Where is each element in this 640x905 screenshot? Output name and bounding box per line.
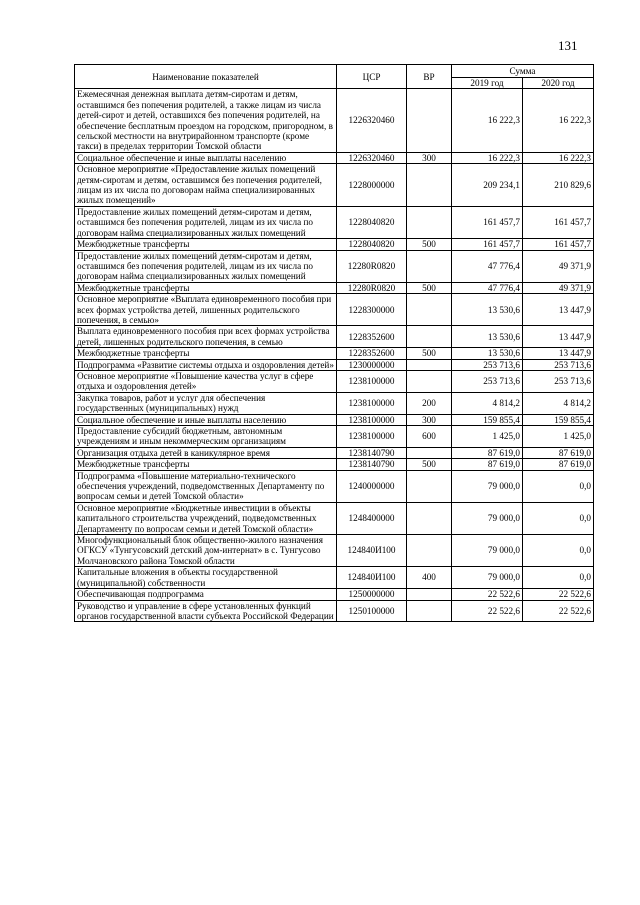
table-row [75,414,594,425]
row-sum-2020: 87 619,0 [523,447,594,458]
row-name: Основное мероприятие «Бюджетные инвестиции в объекты капитального строительства учреждений, подведомственных Департаменту по вопросам семьи и детей Томской области» [75,502,337,534]
row-sum-2020: 22 522,6 [523,589,594,600]
row-name: Закупка товаров, работ и услуг для обеспечения государственных (муниципальных) нужд [75,392,337,414]
table-row [75,282,594,293]
row-sum-2019: 13 530,6 [452,326,523,348]
row-sum-2019: 79 000,0 [452,535,523,567]
table-row [75,239,594,250]
row-sum-2020: 210 829,6 [523,164,594,207]
row-sum-2019: 209 234,1 [452,164,523,207]
row-vr [407,250,452,282]
page-number: 131 [558,38,578,53]
table-row [75,326,594,348]
row-sum-2020: 159 855,4 [523,414,594,425]
table-row [75,600,594,622]
row-sum-2019: 87 619,0 [452,447,523,458]
row-vr: 200 [407,392,452,414]
row-vr: 600 [407,426,452,448]
row-vr: 300 [407,414,452,425]
row-sum-2020: 49 371,9 [523,250,594,282]
table-row [75,89,594,152]
row-sum-2019: 253 713,6 [452,359,523,370]
row-csr: 1228352600 [337,326,407,348]
row-vr: 500 [407,282,452,293]
row-vr [407,294,452,326]
row-sum-2020: 49 371,9 [523,282,594,293]
table-row [75,459,594,470]
row-sum-2020: 16 222,3 [523,152,594,163]
row-csr: 1250000000 [337,589,407,600]
row-sum-2019: 79 000,0 [452,567,523,589]
header-name: Наименование показателей [75,65,337,89]
row-vr [407,326,452,348]
row-sum-2019: 22 522,6 [452,589,523,600]
row-sum-2020: 1 425,0 [523,426,594,448]
row-vr [407,206,452,238]
row-csr: 1226320460 [337,152,407,163]
row-csr: 1238100000 [337,392,407,414]
row-csr: 1226320460 [337,89,407,152]
table-row [75,426,594,448]
table-body [75,89,594,622]
row-csr: 124840И100 [337,535,407,567]
table-row [75,164,594,207]
row-sum-2019: 159 855,4 [452,414,523,425]
row-csr: 12280R0820 [337,250,407,282]
row-name: Межбюджетные трансферты [75,348,337,359]
row-csr: 1228352600 [337,348,407,359]
table-row [75,370,594,392]
row-csr: 1238140790 [337,447,407,458]
table-row [75,206,594,238]
row-sum-2019: 47 776,4 [452,250,523,282]
row-vr [407,589,452,600]
row-name: Руководство и управление в сфере установленных функций органов государственной власти субъекта Российской Федерации [75,600,337,622]
row-name: Подпрограмма «Повышение материально-технического обеспечения учреждений, подведомственных Департаменту по вопросам семьи и детей Томской области» [75,470,337,502]
header-sum: Сумма [452,65,594,78]
header-year-2019: 2019 год [452,78,523,89]
row-vr [407,370,452,392]
row-sum-2020: 13 447,9 [523,294,594,326]
row-sum-2019: 87 619,0 [452,459,523,470]
header-vr: ВР [407,65,452,89]
row-name: Ежемесячная денежная выплата детям-сиротам и детям, оставшимся без попечения родителей, а также лицам из числа детей-сирот и детей, оставшихся без попечения родителей, на обеспечение бесплатным проездом на городском, пригородном, в сельской местности на внутрирайонном транспорте (кроме такси) в пределах территории Томской области [75,89,337,152]
row-vr [407,164,452,207]
row-vr: 400 [407,567,452,589]
row-sum-2020: 87 619,0 [523,459,594,470]
row-csr: 1240000000 [337,470,407,502]
row-name: Выплата единовременного пособия при всех формах устройства детей, лишенных родительского попечения, в семью [75,326,337,348]
row-name: Многофункциональный блок общественно-жилого назначения ОГКСУ «Тунгусовский детский дом-интернат» в с. Тунгусово Молчановского района Томской области [75,535,337,567]
row-vr [407,89,452,152]
row-sum-2020: 13 447,9 [523,348,594,359]
row-sum-2019: 79 000,0 [452,502,523,534]
row-vr: 500 [407,348,452,359]
row-csr: 1250100000 [337,600,407,622]
row-sum-2020: 161 457,7 [523,239,594,250]
row-sum-2019: 22 522,6 [452,600,523,622]
row-sum-2019: 4 814,2 [452,392,523,414]
row-sum-2020: 16 222,3 [523,89,594,152]
row-csr: 1238100000 [337,426,407,448]
row-sum-2020: 0,0 [523,470,594,502]
row-name: Межбюджетные трансферты [75,459,337,470]
row-sum-2019: 47 776,4 [452,282,523,293]
row-sum-2020: 161 457,7 [523,206,594,238]
row-csr: 1248400000 [337,502,407,534]
row-sum-2019: 13 530,6 [452,348,523,359]
row-csr: 12280R0820 [337,282,407,293]
row-vr: 300 [407,152,452,163]
row-vr: 500 [407,459,452,470]
row-sum-2020: 0,0 [523,567,594,589]
row-name: Предоставление жилых помещений детям-сиротам и детям, оставшимся без попечения родителей, лицам из их числа по договорам найма специализированных жилых помещений [75,206,337,238]
table-row [75,152,594,163]
row-name: Межбюджетные трансферты [75,239,337,250]
row-sum-2019: 13 530,6 [452,294,523,326]
row-sum-2020: 0,0 [523,535,594,567]
row-csr: 1238100000 [337,370,407,392]
row-csr: 1228040820 [337,239,407,250]
header-csr: ЦСР [337,65,407,89]
row-vr [407,447,452,458]
row-name: Основное мероприятие «Повышение качества услуг в сфере отдыха и оздоровления детей» [75,370,337,392]
row-vr [407,359,452,370]
row-sum-2019: 253 713,6 [452,370,523,392]
row-vr [407,535,452,567]
row-sum-2019: 16 222,3 [452,89,523,152]
header-year-2020: 2020 год [523,78,594,89]
row-csr: 1238100000 [337,414,407,425]
row-csr: 1230000000 [337,359,407,370]
table-row [75,535,594,567]
table-row [75,502,594,534]
row-vr: 500 [407,239,452,250]
row-sum-2020: 253 713,6 [523,370,594,392]
row-name: Социальное обеспечение и иные выплаты населению [75,152,337,163]
table-row [75,294,594,326]
row-name: Предоставление жилых помещений детям-сиротам и детям, оставшимся без попечения родителей, лицам из их числа по договорам найма специализированных жилых помещений [75,250,337,282]
table-row [75,470,594,502]
row-csr: 1228000000 [337,164,407,207]
row-name: Обеспечивающая подпрограмма [75,589,337,600]
budget-table [74,64,594,622]
row-csr: 124840И100 [337,567,407,589]
row-sum-2020: 4 814,2 [523,392,594,414]
row-sum-2020: 13 447,9 [523,326,594,348]
row-sum-2020: 0,0 [523,502,594,534]
row-sum-2019: 16 222,3 [452,152,523,163]
row-name: Подпрограмма «Развитие системы отдыха и оздоровления детей» [75,359,337,370]
row-csr: 1228300000 [337,294,407,326]
row-name: Основное мероприятие «Предоставление жилых помещений детям-сиротам и детям, оставшимся без попечения родителей, лицам из их числа по договорам найма специализированных жилых помещений» [75,164,337,207]
row-name: Организация отдыха детей в каникулярное время [75,447,337,458]
table-row [75,447,594,458]
row-sum-2019: 1 425,0 [452,426,523,448]
row-sum-2020: 22 522,6 [523,600,594,622]
row-sum-2019: 161 457,7 [452,239,523,250]
row-sum-2020: 253 713,6 [523,359,594,370]
row-vr [407,600,452,622]
table-row [75,392,594,414]
table-row [75,348,594,359]
row-name: Капитальные вложения в объекты государственной (муниципальной) собственности [75,567,337,589]
row-sum-2019: 79 000,0 [452,470,523,502]
table-row [75,250,594,282]
row-vr [407,502,452,534]
table-row [75,589,594,600]
table-row [75,359,594,370]
row-name: Межбюджетные трансферты [75,282,337,293]
row-name: Основное мероприятие «Выплата единовременного пособия при всех формах устройства детей, лишенных родительского попечения, в семью» [75,294,337,326]
table-row [75,567,594,589]
row-csr: 1228040820 [337,206,407,238]
row-name: Предоставление субсидий бюджетным, автономным учреждениям и иным некоммерческим организациям [75,426,337,448]
row-name: Социальное обеспечение и иные выплаты населению [75,414,337,425]
row-csr: 1238140790 [337,459,407,470]
row-sum-2019: 161 457,7 [452,206,523,238]
row-vr [407,470,452,502]
